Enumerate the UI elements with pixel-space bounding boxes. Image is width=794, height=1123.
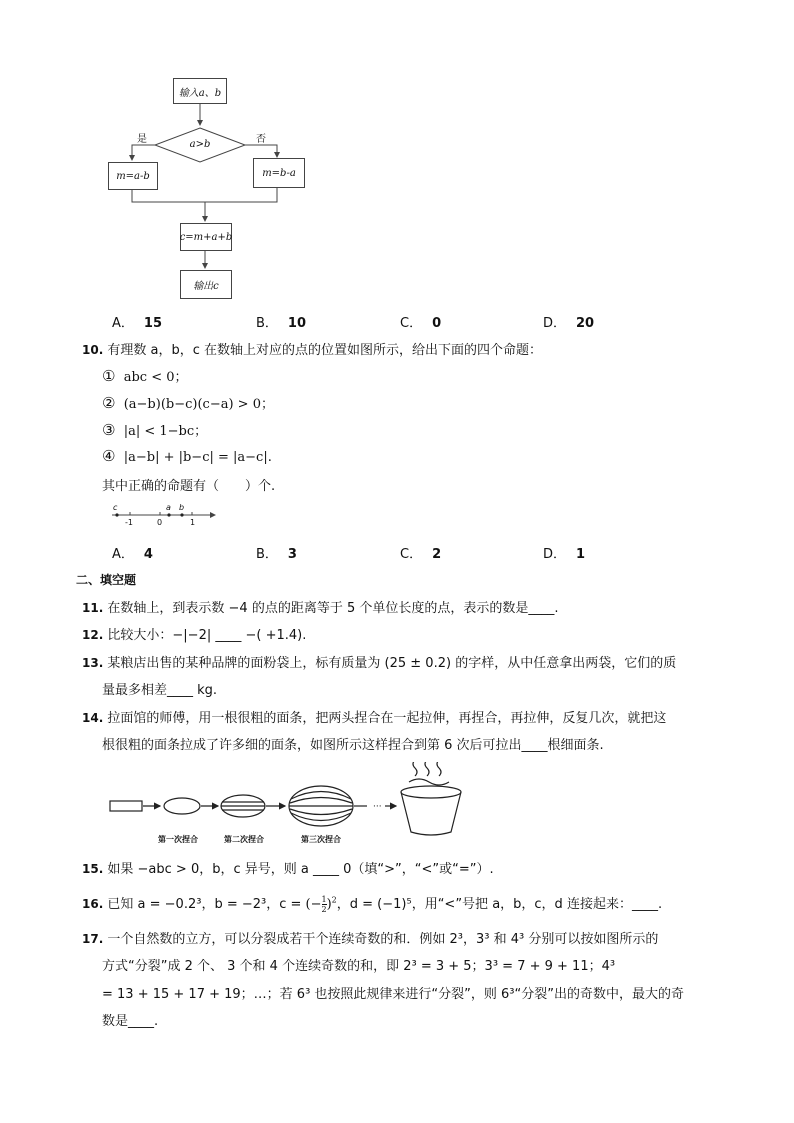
q10-item-3: ③ |a| < 1−bc； bbox=[102, 421, 208, 439]
question-14-line1: 14. 拉面馆的师傅，用一根很粗的面条，把两头捏合在一起拉伸，再捏合，再拉伸，反复几次，就把这 bbox=[82, 711, 667, 726]
q10-axis-c: c bbox=[113, 503, 118, 512]
question-17-line4: 数是____. bbox=[102, 1014, 159, 1029]
flowchart-no-label: 否 bbox=[256, 134, 266, 145]
question-15: 15. 如果 −abc > 0，b，c 异号，则 a ____ 0（填“>”，“<”或“=”）. bbox=[82, 862, 494, 877]
flowchart-left-box: m=a-b bbox=[108, 162, 158, 190]
section-heading: 二、填空题 bbox=[76, 573, 137, 587]
q10-item-1: ① abc < 0； bbox=[102, 367, 188, 385]
question-16: 16. 已知 a = −0.2³，b = −2³，c = (− $\frac{1}{2}$ )$^2$，d = (−1)⁵，用“<”号把 a，b，c，d 连接起来：____. bbox=[82, 895, 663, 914]
q10-question: 其中正确的命题有（ ）个. bbox=[102, 479, 276, 494]
q10-axis-one: 1 bbox=[190, 518, 196, 527]
q16-fraction-c: (− $\frac{1}{2}$ )$^2$ bbox=[305, 895, 337, 914]
flowchart-calc-box: c=m+a+b bbox=[180, 223, 232, 251]
flowchart-condition: a>b bbox=[189, 138, 211, 150]
q9-option-b: B． 10 bbox=[256, 316, 307, 331]
q10-axis-a: a bbox=[166, 503, 171, 512]
question-13-line1: 13. 某粮店出售的某种品牌的面粉袋上，标有质量为 (25 ± 0.2) 的字样，从中任意拿出两袋，它们的质 bbox=[82, 656, 677, 671]
question-12: 12. 比较大小：−|−2| ____ −( +1.4). bbox=[82, 628, 307, 643]
question-17-line1: 17. 一个自然数的立方，可以分裂成若干个连续奇数的和．例如 2³，3³ 和 4³ 分别可以按如图所示的 bbox=[82, 932, 659, 947]
svg-text:···: ··· bbox=[373, 802, 382, 812]
q9-option-d: D． 20 bbox=[543, 316, 595, 331]
q10-option-d: D． 1 bbox=[543, 547, 586, 562]
question-13-line2: 量最多相差____ kg. bbox=[102, 683, 218, 698]
flowchart-yes-label: 是 bbox=[137, 134, 147, 145]
noodle-figure bbox=[105, 762, 485, 842]
q10-axis-neg1: -1 bbox=[125, 518, 133, 527]
q10-number-line bbox=[110, 502, 220, 532]
question-14-line2: 根很粗的面条拉成了许多细的面条，如图所示这样捏合到第 6 次后可拉出____根细面条. bbox=[102, 738, 604, 753]
q10-option-a: A． 4 bbox=[112, 547, 153, 562]
question-17-line2: 方式“分裂”成 2 个、 3 个和 4 个连续奇数的和，即 2³ = 3 + 5；3³ = 7 + 9 + 11；4³ bbox=[102, 959, 616, 974]
stage-label-2: 第二次捏合 bbox=[224, 835, 264, 844]
q10-option-b: B． 3 bbox=[256, 547, 297, 562]
question-11: 11. 在数轴上，到表示数 −4 的点的距离等于 5 个单位长度的点，表示的数是____. bbox=[82, 601, 559, 616]
q10-axis-b: b bbox=[179, 503, 185, 512]
q10-item-4: ④ |a−b| + |b−c| = |a−c|. bbox=[102, 447, 272, 465]
q9-option-a: A． 15 bbox=[112, 316, 162, 331]
q10-axis-zero: 0 bbox=[157, 518, 163, 527]
q10-option-c: C． 2 bbox=[400, 547, 442, 562]
flowchart-input-box: 输入a、b bbox=[173, 78, 227, 104]
flowchart-output-box: 输出c bbox=[180, 270, 232, 299]
question-17-line3: = 13 + 15 + 17 + 19；…；若 6³ 也按照此规律来进行“分裂”，则 6³“分裂”出的奇数中，最大的奇 bbox=[102, 987, 684, 1002]
q9-option-c: C． 0 bbox=[400, 316, 442, 331]
stage-label-1: 第一次捏合 bbox=[158, 835, 198, 844]
q10-stem: 10. 有理数 a，b，c 在数轴上对应的点的位置如图所示，给出下面的四个命题： bbox=[82, 343, 543, 358]
flowchart-right-box: m=b-a bbox=[253, 158, 305, 188]
stage-label-3: 第三次捏合 bbox=[301, 835, 341, 844]
q10-item-2: ② (a−b)(b−c)(c−a) > 0； bbox=[102, 394, 274, 412]
